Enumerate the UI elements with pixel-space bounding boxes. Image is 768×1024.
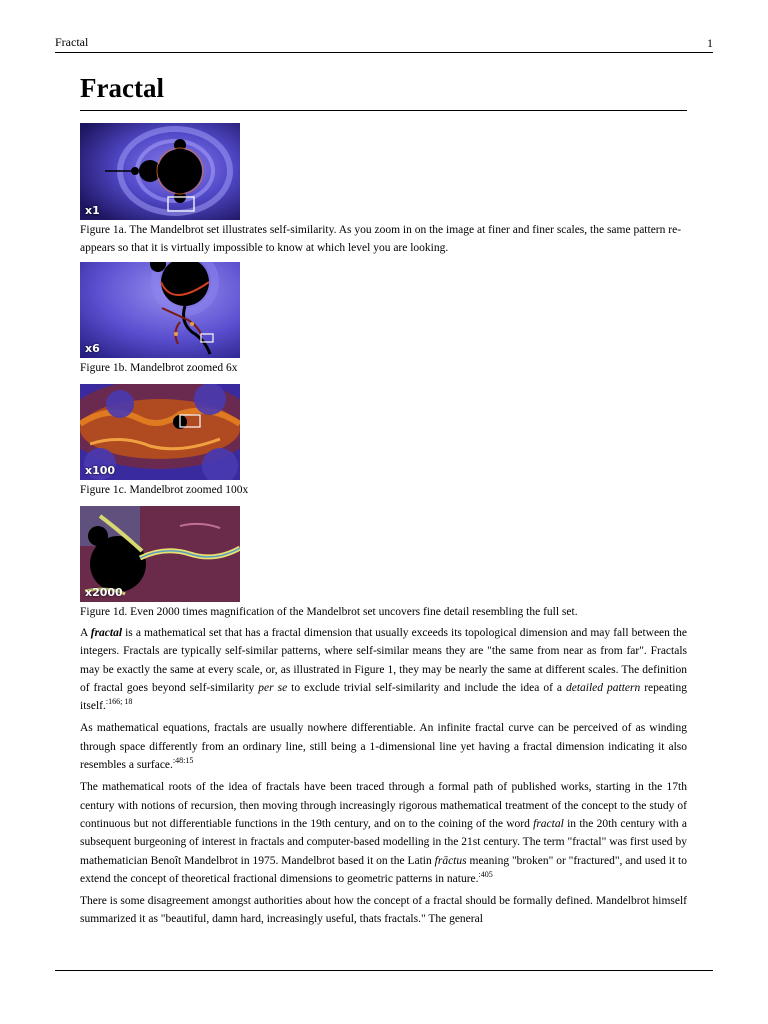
zoom-label: x6: [85, 342, 100, 355]
paragraph: [80, 719, 687, 774]
figure-caption: Figure 1b. Mandelbrot zoomed 6x: [80, 362, 238, 374]
citation-ref: :166; 18: [105, 697, 133, 707]
citation-ref: :405: [478, 869, 493, 879]
mandelbrot-x1-image: [80, 123, 240, 220]
figure-1b: [80, 262, 687, 377]
text-run: meaning "broken" or "fractured", and used it to extend the concept of theoretical fractional dimensions to geometric patterns in nature.: [80, 854, 687, 885]
emphasis: per se: [258, 681, 288, 694]
text-run: repeating itself.: [80, 681, 687, 713]
article-body: [80, 72, 687, 929]
figure-1d: [80, 506, 687, 621]
text-run: As mathematical equations, fractals are usually nowhere differentiable. An infinite fractal curve can be perceived of as winding through space differently from an ordinary line, still being a 1-dimensional line yet having a fractal dimension indicating it also resembles a surface.: [80, 722, 687, 772]
zoom-label: x100: [85, 464, 116, 477]
citation-ref: :48:15: [172, 756, 194, 766]
mandelbrot-x6-image: [80, 262, 240, 358]
emphasis: fractal: [533, 817, 564, 830]
paragraph: [80, 624, 687, 715]
text-run: in the 20th century with a subsequent burgeoning of interest in fractals and computer-based modelling in the 21st century. The term "fractal" was first used by mathematician Benoît Mandelbrot in 1975. Mandelbrot based it on the Latin: [80, 817, 687, 867]
paragraph: [80, 778, 687, 888]
emphasis: frāctus: [434, 854, 467, 867]
text-run: A: [80, 627, 91, 639]
figure-caption: Figure 1d. Even 2000 times magnification of the Mandelbrot set uncovers fine detail resembling the full set.: [80, 606, 578, 618]
paragraph: [80, 892, 687, 929]
page-title: Fractal: [80, 72, 687, 111]
text-run: There is some disagreement amongst authorities about how the concept of a fractal should be formally defined. Mandelbrot himself summarized it as "beautiful, damn hard, increasingly useful, thats fractals." The general: [80, 895, 687, 926]
figure-caption: Figure 1a. The Mandelbrot set illustrates self-similarity. As you zoom in on the image at finer and finer scales, the same pattern re-appears so that it is virtually impossible to know at which level you are looking.: [80, 224, 682, 254]
zoom-label: x1: [85, 204, 100, 217]
term-fractal: fractal: [90, 627, 123, 639]
footer-rule: [55, 970, 713, 971]
figure-1a: [80, 123, 687, 257]
running-header: [55, 35, 713, 53]
mandelbrot-x2000-image: [80, 506, 240, 602]
figure-caption: Figure 1c. Mandelbrot zoomed 100x: [80, 484, 249, 496]
figure-1c: [80, 384, 687, 499]
running-title: Fractal: [55, 35, 89, 49]
zoom-label: x2000: [85, 586, 123, 599]
text-run: The mathematical roots of the idea of fractals have been traced through a formal path of published works, starting in the 17th century with notions of recursion, then moving through increasingly rigorous mathematical treatment of the concept to the study of continuous but not differentiable functions in the 19th century, and on to the coining of the word: [80, 781, 687, 830]
emphasis: detailed pattern: [565, 681, 641, 694]
mandelbrot-x100-image: [80, 384, 240, 480]
text-run: to exclude trivial self-similarity and include the idea of a: [287, 681, 566, 694]
text-run: is a mathematical set that has a fractal dimension that usually exceeds its topological dimension and may fall between the integers. Fractals are typically self-similar patterns, where self-similar means they are "the same from near as from far". Fractals may be exactly the same at every scale, or, as illustrated in Figure 1, they may be nearly the same at different scales. The definition of fractal goes beyond self-similarity: [80, 627, 687, 694]
page-number: 1: [707, 36, 713, 50]
